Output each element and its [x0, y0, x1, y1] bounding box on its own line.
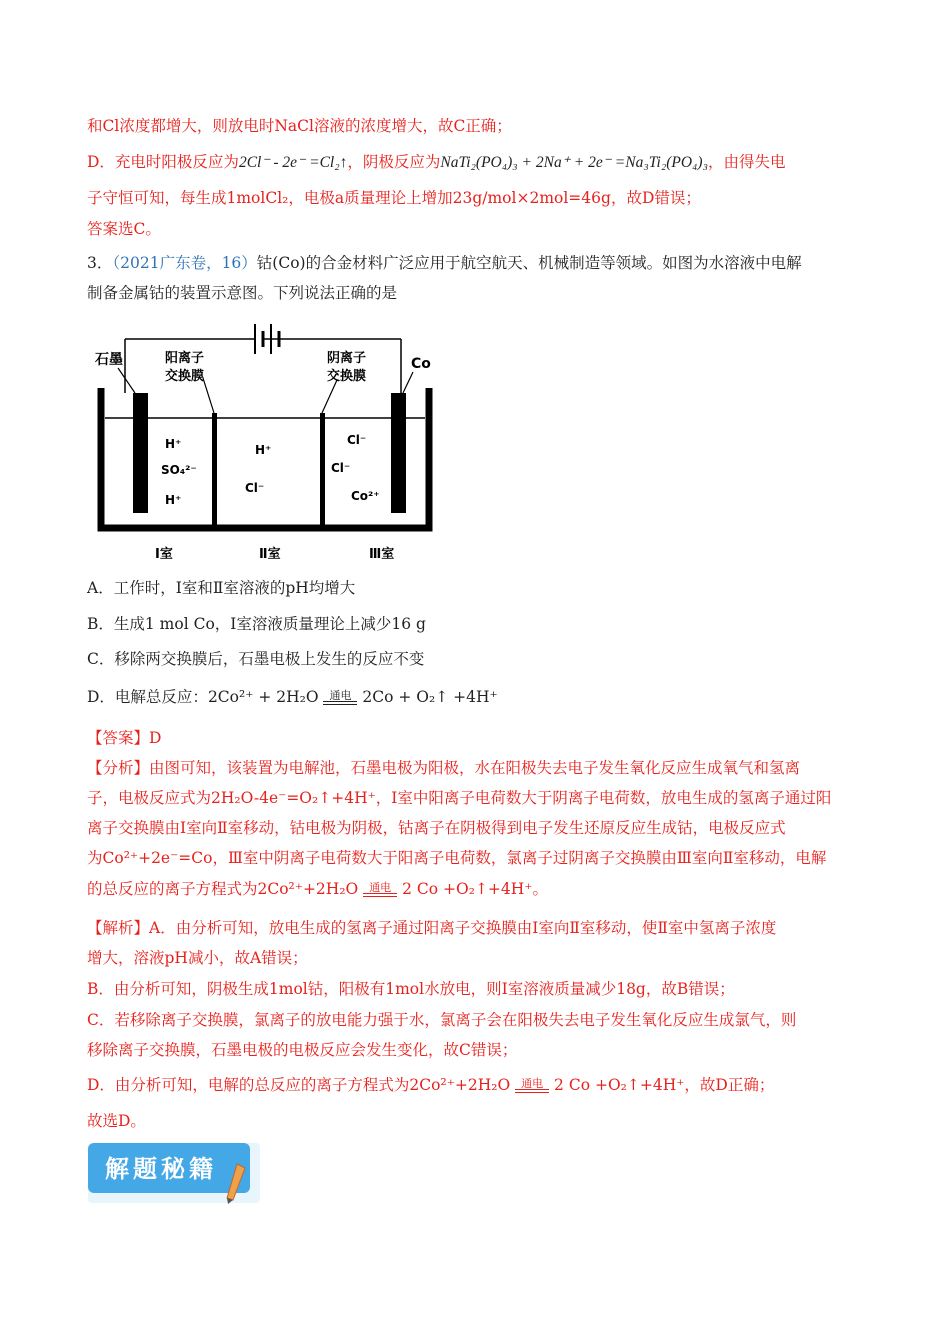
- room-label-3: Ⅲ室: [369, 547, 395, 562]
- cobalt-electrode: [391, 393, 406, 513]
- condition-text: 通电: [521, 1077, 544, 1090]
- text-segment: 2 Co +O₂↑+4H⁺。: [402, 880, 548, 898]
- anode-equation: 2Cl⁻ - 2e⁻ =Cl₂↑: [238, 154, 348, 171]
- prev-solution-answer: 答案选C。: [87, 220, 161, 238]
- explain-line-7: 故选D。: [87, 1112, 146, 1130]
- ion-room3-1: Cl⁻: [347, 433, 367, 447]
- badge-text: 解题秘籍: [105, 1155, 217, 1183]
- condition-text: 通电: [369, 881, 392, 894]
- text-segment: 的总反应的离子方程式为2Co²⁺+2H₂O: [87, 880, 359, 898]
- cathode-equation: NaTi₂(PO₄)₃ + 2Na⁺ + 2e⁻ =Na₃Ti₂(PO₄)₃: [440, 154, 708, 171]
- explain-line-2: 增大，溶液pH减小，故A错误；: [87, 949, 308, 967]
- question-stem-line-1: [87, 252, 802, 274]
- explain-line-3: B．由分析可知，阴极生成1mol钴，阳极有1mol水放电，则Ⅰ室溶液质量减少18g，故B错误；: [87, 980, 735, 998]
- anion-membrane: [320, 413, 325, 525]
- option-d-label: D．电解总反应：: [87, 688, 208, 706]
- analysis-line-4: 为Co²⁺+2e⁻=Co，Ⅲ室中阴离子电荷数大于阳离子电荷数，氯离子过阴离子交换膜由Ⅲ室向Ⅱ室移动，电解: [87, 849, 827, 867]
- ion-room3-3: Co²⁺: [351, 489, 380, 503]
- answer-label: 【答案】D: [87, 729, 162, 747]
- text-segment: D．充电时阳极反应为: [87, 153, 239, 171]
- leader-graphite: [118, 368, 135, 393]
- ion-room1-2: SO₄²⁻: [161, 463, 197, 477]
- ion-room1-1: H⁺: [165, 437, 182, 451]
- analysis-line-1: 【分析】由图可知，该装置为电解池，石墨电极为阳极，水在阳极失去电子发生氧化反应生成氧气和氢离: [87, 759, 801, 777]
- label-anion-membrane-1: 阴离子: [327, 351, 367, 366]
- question-stem: 钴(Co)的合金材料广泛应用于航空航天、机械制造等领域。如图为水溶液中电解: [256, 254, 802, 272]
- ion-room3-2: Cl⁻: [331, 461, 351, 475]
- label-graphite: 石墨: [95, 352, 123, 368]
- electrolysis-condition: [363, 883, 397, 897]
- room-label-1: Ⅰ室: [155, 547, 173, 562]
- option-d: [87, 686, 498, 708]
- question-number: 3．: [87, 254, 113, 272]
- analysis-line-3: 离子交换膜由Ⅰ室向Ⅱ室移动，钴电极为阴极，钴离子在阴极得到电子发生还原反应生成钴，电极反应式: [87, 819, 786, 837]
- text-segment: D．由分析可知，电解的总反应的离子方程式为2Co²⁺+2H₂O: [87, 1076, 511, 1094]
- text-segment: 2 Co +O₂↑+4H⁺，故D正确；: [554, 1076, 775, 1094]
- ion-room2-1: H⁺: [255, 443, 272, 457]
- leader-anion-membrane: [322, 380, 337, 413]
- ion-room1-3: H⁺: [165, 493, 182, 507]
- label-cation-membrane-1: 阳离子: [165, 351, 205, 366]
- electrolysis-condition: [515, 1079, 549, 1093]
- text-segment: ，由得失电: [707, 153, 786, 171]
- analysis-line-2: 子，电极反应式为2H₂O-4e⁻=O₂↑+4H⁺，Ⅰ室中阳离子电荷数大于阴离子电荷数，放电生成的氢离子通过阳: [87, 789, 832, 807]
- label-anion-membrane-2: 交换膜: [327, 369, 367, 384]
- question-stem-line-2: 制备金属钴的装置示意图。下列说法正确的是: [87, 284, 398, 302]
- option-c: C．移除两交换膜后，石墨电极上发生的反应不变: [87, 650, 425, 668]
- option-a: A．工作时，Ⅰ室和Ⅱ室溶液的pH均增大: [87, 579, 356, 597]
- room-label-2: Ⅱ室: [259, 547, 281, 562]
- graphite-electrode: [133, 393, 148, 513]
- cation-membrane: [212, 413, 217, 525]
- option-d-eq-right: 2Co + O₂↑ +4H⁺: [362, 688, 498, 706]
- leader-cobalt: [403, 372, 413, 393]
- question-source: （2021广东卷，16）: [112, 254, 257, 272]
- ion-room2-2: Cl⁻: [245, 481, 265, 495]
- prev-solution-line-2: [87, 151, 786, 174]
- prev-solution-line-1: 和Cl浓度都增大，则放电时NaCl溶液的浓度增大，故C正确；: [87, 117, 512, 135]
- explain-line-4: C．若移除离子交换膜，氯离子的放电能力强于水，氯离子会在阳极失去电子发生氧化反应生成氯气，则: [87, 1011, 797, 1029]
- text-segment: ，阴极反应为: [347, 153, 441, 171]
- explain-line-6: [87, 1074, 774, 1096]
- label-cation-membrane-2: 交换膜: [165, 369, 205, 384]
- electrolysis-condition: [323, 691, 357, 705]
- electrolysis-cell-diagram: [85, 318, 445, 568]
- tips-badge: [87, 1142, 261, 1204]
- explain-line-1: 【解析】A．由分析可知，放电生成的氢离子通过阳离子交换膜由Ⅰ室向Ⅱ室移动，使Ⅱ室中氢离子浓度: [87, 919, 777, 937]
- option-d-eq-left: 2Co²⁺ + 2H₂O: [207, 688, 319, 706]
- prev-solution-line-3: 子守恒可知，每生成1molCl₂，电极a质量理论上增加23g/mol×2mol=46g，故D错误；: [87, 189, 701, 207]
- leader-cation-membrane: [203, 378, 214, 413]
- tank-outline: [101, 388, 429, 528]
- label-cobalt: Co: [411, 356, 431, 372]
- analysis-line-5: [87, 878, 548, 900]
- explain-line-5: 移除离子交换膜，石墨电极的电极反应会发生变化，故C错误；: [87, 1041, 518, 1059]
- condition-text: 通电: [329, 689, 352, 702]
- option-b: B．生成1 mol Co，Ⅰ室溶液质量理论上减少16 g: [87, 615, 426, 633]
